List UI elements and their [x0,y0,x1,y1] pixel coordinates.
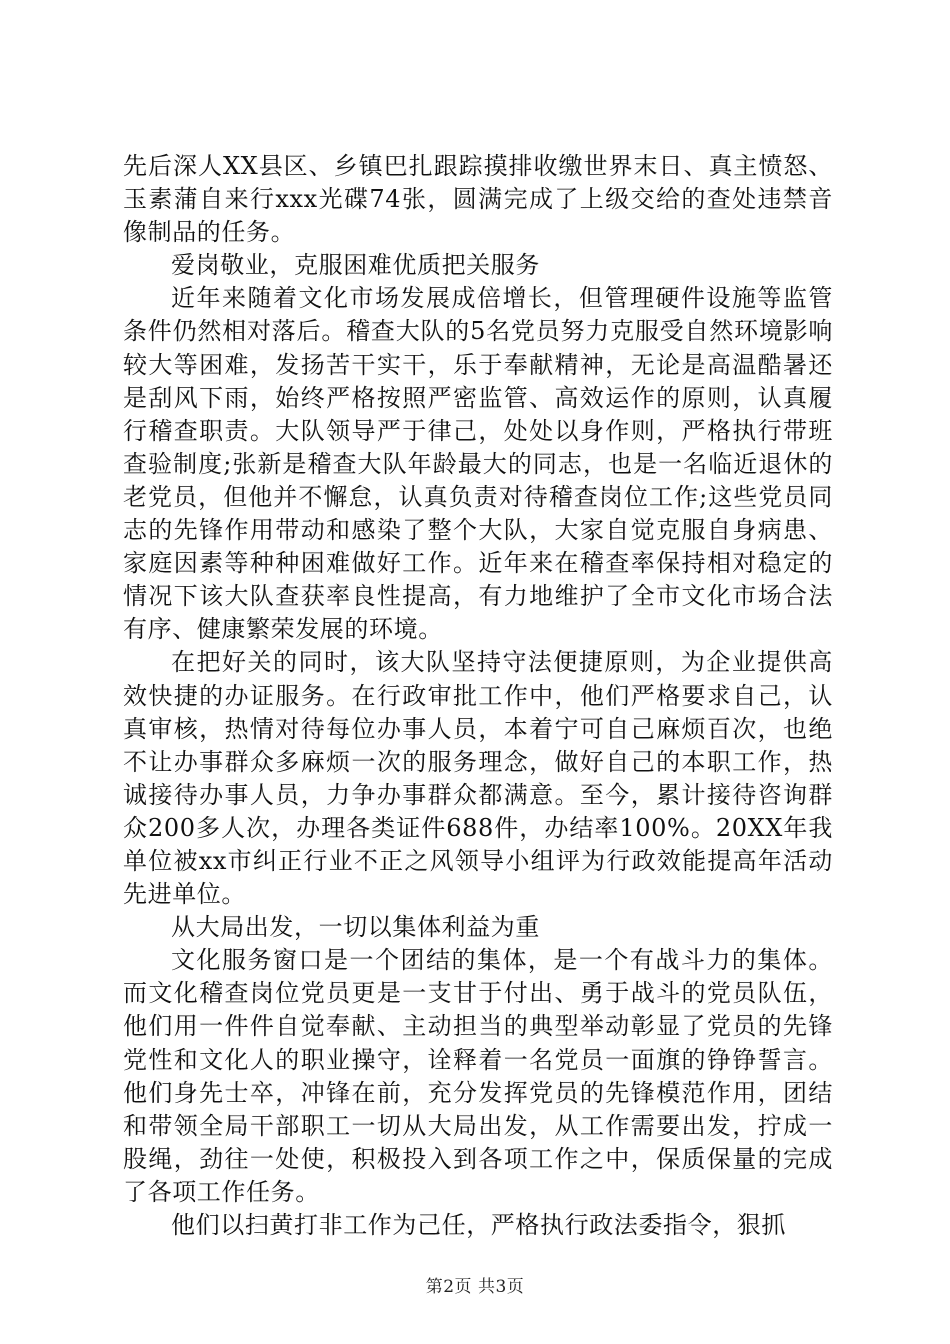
paragraph-continued: 先后深人XX县区、乡镇巴扎跟踪摸排收缴世界末日、真主愤怒、玉素蒲自来行xxx光碟74张，圆满完成了上级交给的查处违禁音像制品的任务。 [123,152,833,247]
paragraph-service-window: 文化服务窗口是一个团结的集体，是一个有战斗力的集体。而文化稽查岗位党员更是一支甘于付出、勇于战斗的党员队伍，他们用一件件自觉奉献、主动担当的典型举动彰显了党员的先锋党性和文化人的职业操守，诠释着一名党员一面旗的铮铮誓言。他们身先士卒，冲锋在前，充分发挥党员的先锋模范作用，团结和带领全局干部职工一切从大局出发，从工作需要出发，拧成一股绳，劲往一处使，积极投入到各项工作之中，保质保量的完成了各项工作任务。 [123,946,833,1206]
section-heading-collective: 从大局出发，一切以集体利益为重 [171,913,540,942]
paragraph-inspection-team: 近年来随着文化市场发展成倍增长，但管理硬件设施等监管条件仍然相对落后。稽查大队的5名党员努力克服受自然环境影响较大等困难，发扬苦干实干，乐于奉献精神，无论是高温酷暑还是刮风下雨，始终严格按照严密监管、高效运作的原则，认真履行稽查职责。大队领导严于律己，处处以身作则，严格执行带班查验制度;张新是稽查大队年龄最大的同志，也是一名临近退休的老党员，但他并不懈怠，认真负责对待稽查岗位工作;这些党员同志的先锋作用带动和感染了整个大队，大家自觉克服自身病患、家庭因素等种种困难做好工作。近年来在稽查率保持相对稳定的情况下该大队查获率良性提高，有力地维护了全市文化市场合法有序、健康繁荣发展的环境。 [123,284,833,644]
section-heading-dedication: 爱岗敬业，克服困难优质把关服务 [171,251,540,280]
document-body [123,150,833,1242]
paragraph-licensing-service: 在把好关的同时，该大队坚持守法便捷原则，为企业提供高效快捷的办证服务。在行政审批工作中，他们严格要求自己，认真审核，热情对待每位办事人员，本着宁可自己麻烦百次，也绝不让办事群众多麻烦一次的服务理念，做好自己的本职工作，热诚接待办事人员，力争办事群众都满意。至今，累计接待咨询群众200多人次，办理各类证件688件，办结率100%。20XX年我单位被xx市纠正行业不正之风领导小组评为行政效能提高年活动先进单位。 [123,648,833,909]
page-number-footer: 第2页 共3页 [425,1277,525,1297]
paragraph-anti-piracy: 他们以扫黄打非工作为己任，严格执行政法委指令，狠抓 [171,1211,786,1239]
